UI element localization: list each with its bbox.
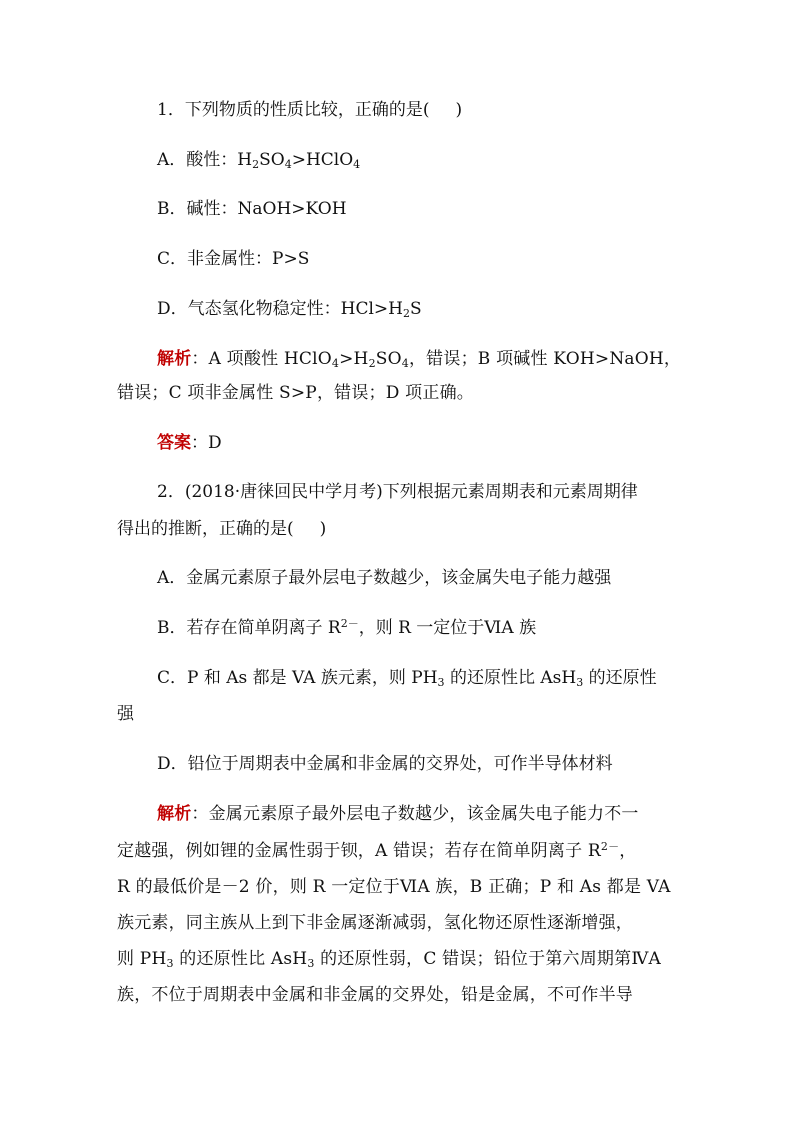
q1-stem bbox=[157, 99, 717, 121]
q1-a-suffix: >HClO bbox=[291, 150, 354, 170]
q2-an-l1-text: ：金属元素原子最外层电子数越少，该金属失电子能力不一 bbox=[191, 804, 639, 824]
q2-an-l5-s2: 3 bbox=[307, 957, 315, 970]
q1-answer-label: 答案 bbox=[157, 433, 191, 453]
q1-option-b: B．碱性：NaOH>KOH bbox=[157, 199, 347, 219]
q2-an-l5-s1: 3 bbox=[166, 957, 174, 970]
q1-an-s1: 4 bbox=[331, 357, 340, 370]
q2-stem-text: 得出的推断，正确的是( bbox=[117, 519, 294, 539]
q2-analysis-label: 解析 bbox=[157, 804, 192, 824]
q1-a-prefix: A．酸性：H bbox=[157, 150, 253, 170]
q2-b-prefix: B．若存在简单阴离子 R bbox=[157, 618, 341, 638]
q2-option-a: A．金属元素原子最外层电子数越少，该金属失电子能力越强 bbox=[157, 568, 612, 588]
q2-analysis-line-4: 族元素，同主族从上到下非金属逐渐减弱，氢化物还原性逐渐增强， bbox=[117, 913, 633, 933]
q1-d-sub: 2 bbox=[402, 307, 410, 320]
q2-an-l5-t3: 的还原性弱，C 错误；铅位于第六周期第ⅣA bbox=[314, 949, 661, 969]
q1-a-mid: SO bbox=[259, 150, 285, 170]
q1-analysis-line-2: 错误；C 项非金属性 S>P，错误；D 项正确。 bbox=[117, 383, 474, 403]
q2-option-c bbox=[157, 667, 717, 689]
q2-stem-close: ) bbox=[319, 519, 327, 539]
q1-a-sub1: 2 bbox=[252, 158, 260, 171]
q2-an-l5-t1: 则 PH bbox=[117, 949, 167, 969]
q2-an-l2-t2: ， bbox=[619, 841, 637, 861]
q2-option-c-line-2: 强 bbox=[117, 704, 134, 724]
q2-option-b bbox=[157, 617, 717, 639]
q1-stem-text: 1．下列物质的性质比较，正确的是( bbox=[157, 100, 430, 120]
q2-c-t2: 的还原性比 AsH bbox=[444, 668, 577, 688]
q2-b-sup: 2－ bbox=[340, 617, 359, 630]
q2-stem-line-1: 2．(2018·唐徕回民中学月考)下列根据元素周期表和元素周期律 bbox=[157, 482, 638, 502]
q1-a-sub3: 4 bbox=[353, 158, 361, 171]
q2-c-t3: 的还原性 bbox=[583, 668, 657, 688]
q1-analysis-line-1 bbox=[157, 348, 717, 370]
q1-an-t4: ，错误；B 项碱性 KOH>NaOH， bbox=[408, 349, 682, 369]
q2-analysis-line-6: 族，不位于周期表中金属和非金属的交界处，铅是金属，不可作半导 bbox=[117, 985, 633, 1005]
q1-option-a bbox=[157, 149, 717, 171]
q2-analysis-line-1 bbox=[157, 803, 717, 825]
q2-b-suffix: ，则 R 一定位于ⅥA 族 bbox=[358, 618, 537, 638]
q2-stem-line-2 bbox=[117, 518, 677, 540]
q1-an-s2: 2 bbox=[368, 357, 376, 370]
q2-an-l2-t1: 定越强，例如锂的金属性弱于钡，A 错误；若存在简单阴离子 R bbox=[117, 841, 601, 861]
q1-answer bbox=[157, 432, 717, 454]
q1-answer-value: ：D bbox=[191, 433, 222, 453]
q2-c-s2: 3 bbox=[576, 676, 584, 689]
q1-an-t2: >H bbox=[339, 349, 369, 369]
q1-an-t1: ：A 项酸性 HClO bbox=[191, 349, 332, 369]
q2-an-l2-sup: 2－ bbox=[600, 840, 620, 853]
q2-option-d: D．铅位于周期表中金属和非金属的交界处，可作半导体材料 bbox=[157, 754, 613, 774]
q1-option-d bbox=[157, 298, 717, 320]
q1-stem-close: ) bbox=[455, 100, 463, 120]
q2-analysis-line-3: R 的最低价是－2 价，则 R 一定位于ⅥA 族，B 正确；P 和 As 都是 VA bbox=[117, 877, 671, 897]
q1-d-suffix: S bbox=[409, 299, 422, 319]
q1-option-c: C．非金属性：P>S bbox=[157, 249, 310, 269]
q2-an-l5-t2: 的还原性比 AsH bbox=[173, 949, 308, 969]
q2-analysis-line-5 bbox=[117, 948, 677, 970]
q2-analysis-line-2 bbox=[117, 840, 677, 862]
q1-d-prefix: D．气态氢化物稳定性：HCl>H bbox=[157, 299, 403, 319]
q1-an-s3: 4 bbox=[401, 357, 409, 370]
q1-a-sub2: 4 bbox=[284, 158, 292, 171]
q1-analysis-label: 解析 bbox=[157, 349, 192, 369]
q1-an-t3: SO bbox=[375, 349, 402, 369]
q2-c-t1: C．P 和 As 都是 VA 族元素，则 PH bbox=[157, 668, 438, 688]
q2-c-s1: 3 bbox=[437, 676, 445, 689]
